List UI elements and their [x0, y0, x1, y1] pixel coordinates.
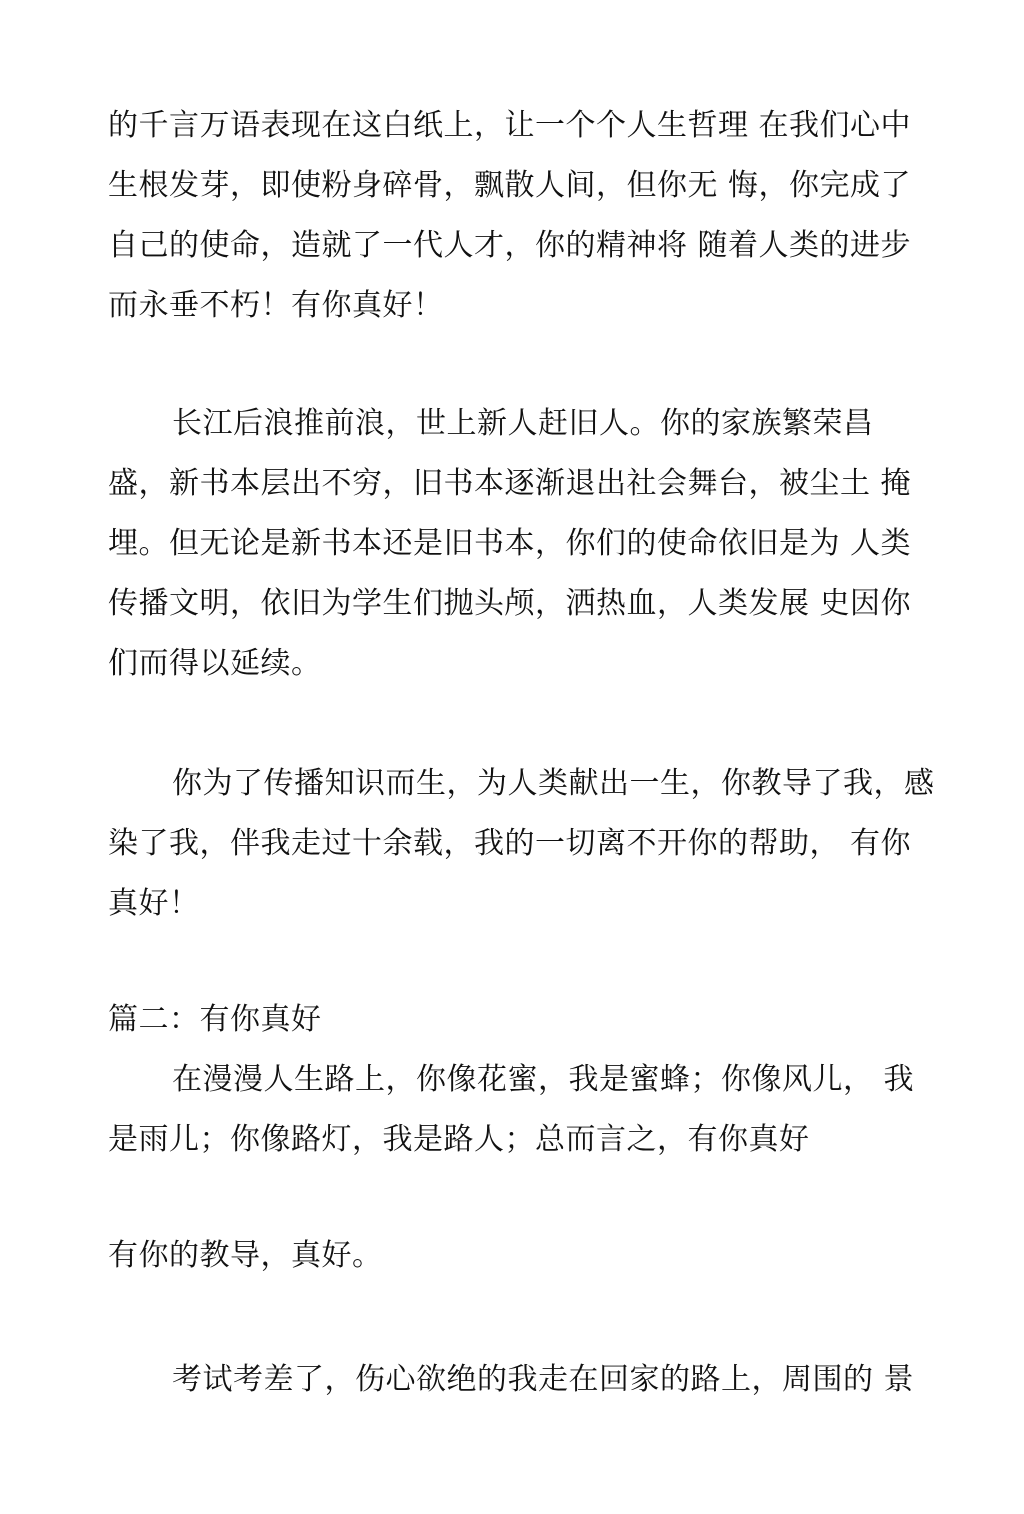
text-line: 染了我，伴我走过十余载，我的一切离不开你的帮助， 有你	[108, 826, 912, 861]
section-heading: 篇二：有你真好	[108, 1002, 322, 1037]
text-line: 是雨儿；你像路灯，我是路人；总而言之，有你真好	[108, 1122, 810, 1157]
text-line: 生根发芽，即使粉身碎骨，飘散人间，但你无 悔，你完成了	[108, 168, 912, 203]
text-line: 真好！	[108, 886, 200, 921]
text-line: 的千言万语表现在这白纸上，让一个个人生哲理 在我们心中	[108, 108, 912, 143]
text-line: 自己的使命，造就了一代人才，你的精神将 随着人类的进步	[108, 228, 912, 263]
text-line: 而永垂不朽！有你真好！	[108, 288, 444, 323]
text-line: 有你的教导，真好。	[108, 1238, 383, 1273]
text-line: 埋。但无论是新书本还是旧书本，你们的使命依旧是为 人类	[108, 526, 912, 561]
text-line: 长江后浪推前浪，世上新人赶旧人。你的家族繁荣昌	[172, 406, 874, 441]
text-line: 们而得以延续。	[108, 646, 322, 681]
text-line: 考试考差了，伤心欲绝的我走在回家的路上，周围的 景	[172, 1362, 915, 1397]
text-line: 你为了传播知识而生，为人类献出一生，你教导了我，感	[172, 766, 935, 801]
text-line: 在漫漫人生路上，你像花蜜，我是蜜蜂；你像风儿， 我	[172, 1062, 915, 1097]
text-line: 盛，新书本层出不穷，旧书本逐渐退出社会舞台，被尘土 掩	[108, 466, 912, 501]
text-line: 传播文明，依旧为学生们抛头颅，洒热血，人类发展 史因你	[108, 586, 912, 621]
